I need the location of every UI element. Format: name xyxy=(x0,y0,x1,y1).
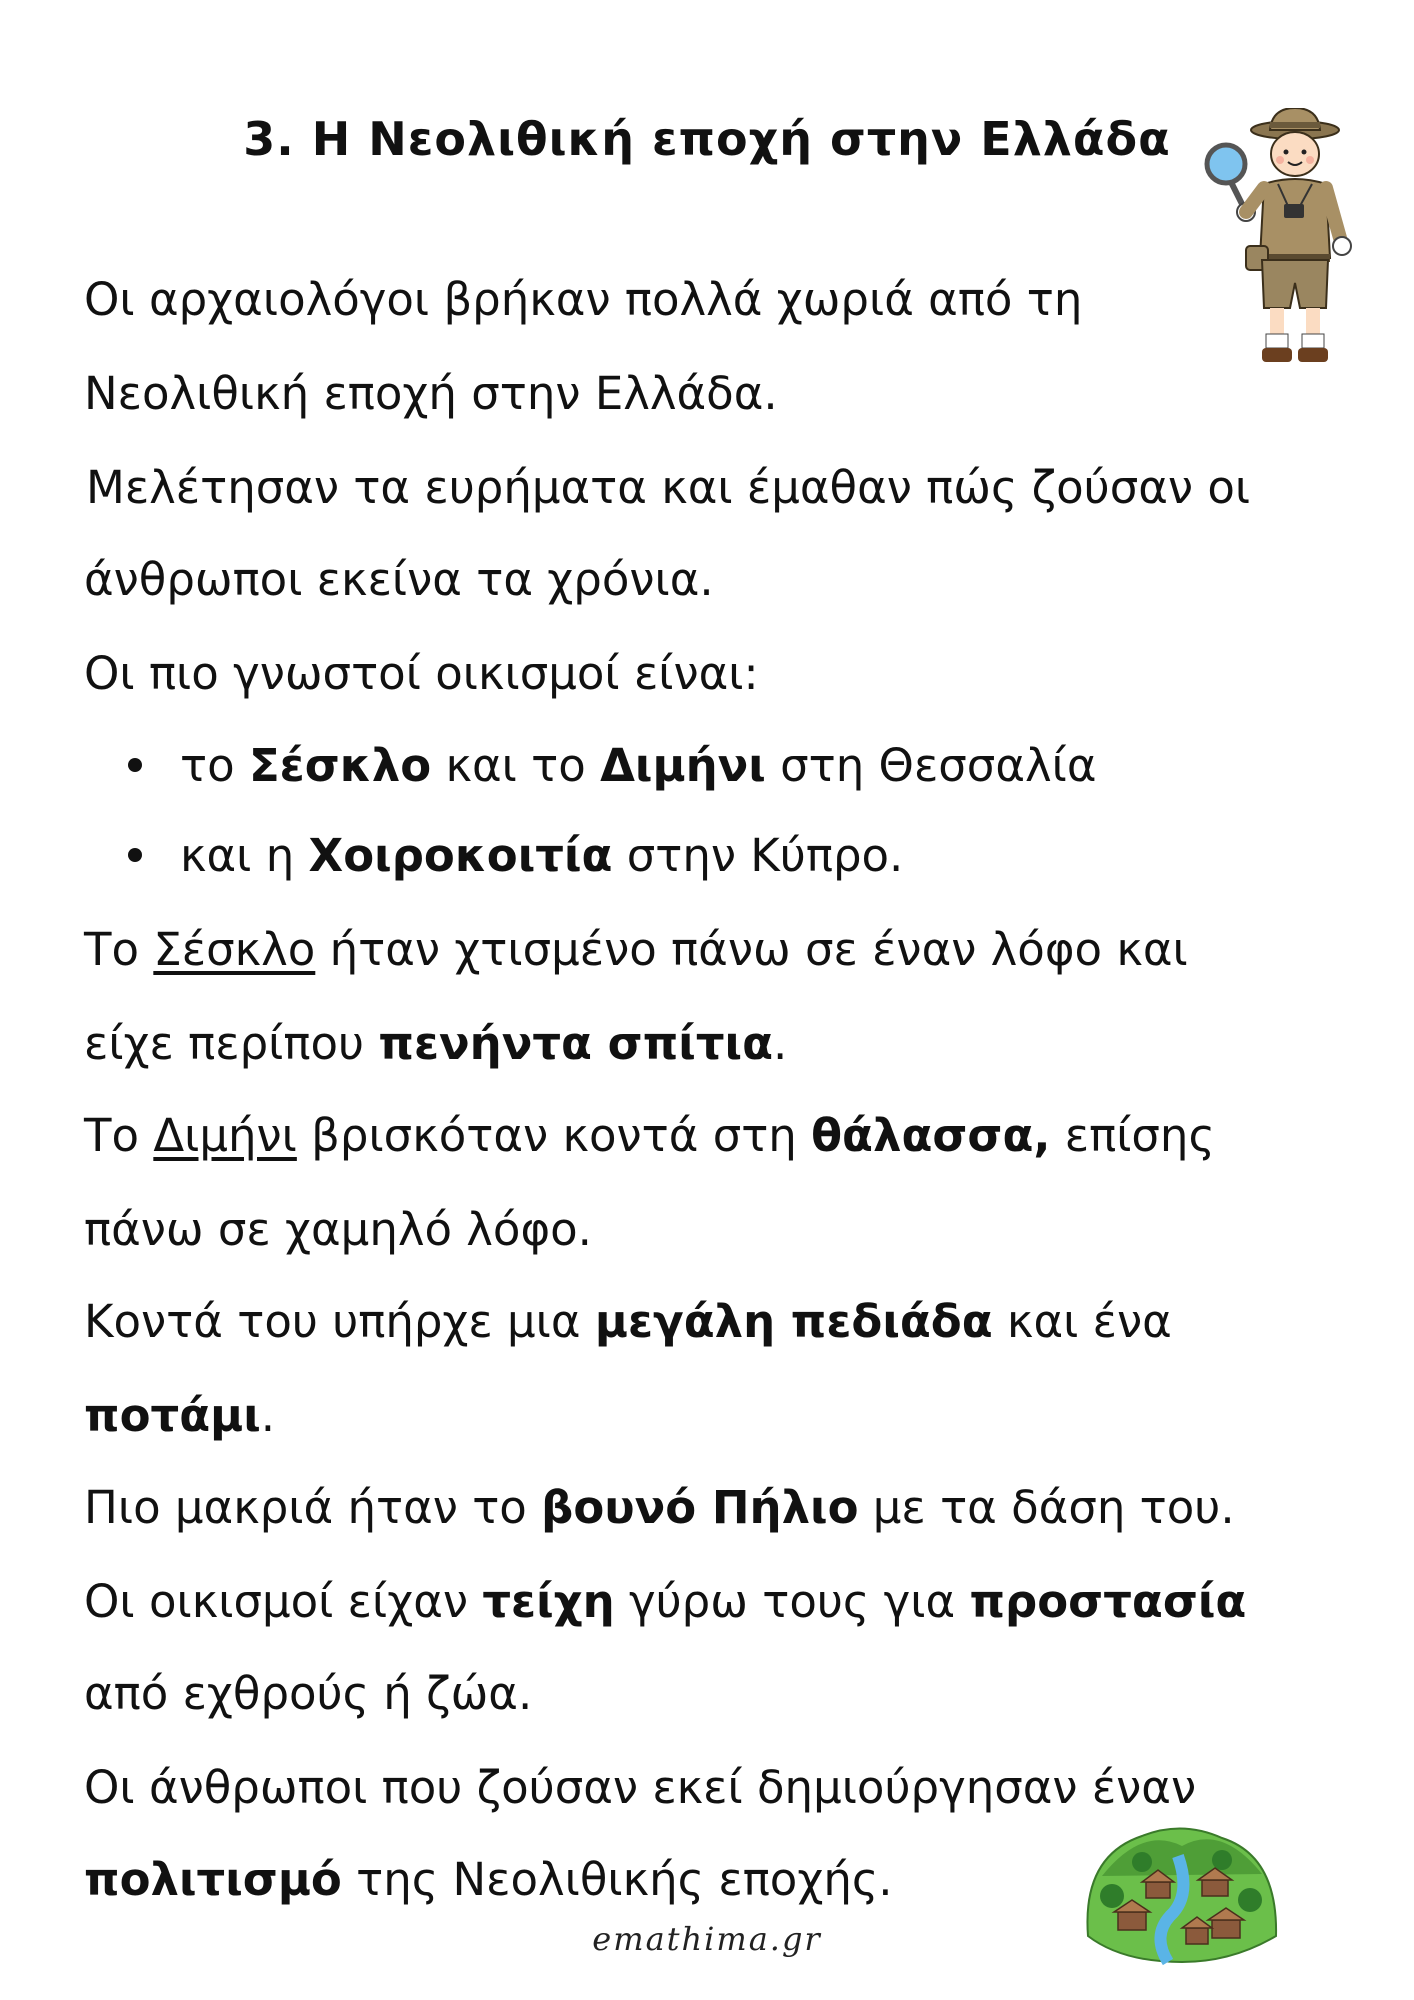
text-line: Οι οικισμοί είχαν τείχη γύρω τους για προστασία xyxy=(84,1575,1247,1628)
list-item: το Σέσκλο και το Διμήνι στη Θεσσαλία xyxy=(128,736,1097,796)
text-line: είχε περίπου πενήντα σπίτια. xyxy=(84,1017,788,1070)
text-line: άνθρωποι εκείνα τα χρόνια. xyxy=(84,553,714,606)
text-line: από εχθρούς ή ζώα. xyxy=(84,1667,533,1720)
text-line: Οι πιο γνωστοί οικισμοί είναι: xyxy=(84,647,759,700)
text-line: Οι άνθρωποι που ζούσαν εκεί δημιούργησαν έναν xyxy=(84,1761,1197,1814)
footer-watermark: emathima.gr xyxy=(592,1920,822,1958)
text-line: Οι αρχαιολόγοι βρήκαν πολλά χωριά από τη xyxy=(84,273,1083,326)
text-line: Πιο μακριά ήταν το βουνό Πήλιο με τα δάση του. xyxy=(84,1481,1235,1534)
text-line: Το Διμήνι βρισκόταν κοντά στη θάλασσα, επίσης xyxy=(84,1109,1215,1162)
text-line: Νεολιθική εποχή στην Ελλάδα. xyxy=(84,367,778,420)
page-title: 3. Η Νεολιθική εποχή στην Ελλάδα xyxy=(243,112,1171,166)
text-line: ποτάμι. xyxy=(84,1389,276,1442)
text-line: Μελέτησαν τα ευρήματα και έμαθαν πώς ζούσαν οι xyxy=(86,461,1251,514)
text-line: πάνω σε χαμηλό λόφο. xyxy=(84,1203,592,1256)
text-line: Κοντά του υπήρχε μια μεγάλη πεδιάδα και ένα xyxy=(84,1295,1172,1348)
list-item: και η Χοιροκοιτία στην Κύπρο. xyxy=(128,826,903,886)
explorer-with-magnifier-icon xyxy=(1200,108,1370,368)
text-line: πολιτισμό της Νεολιθικής εποχής. xyxy=(84,1853,893,1906)
text-line: Το Σέσκλο ήταν χτισμένο πάνω σε έναν λόφο και xyxy=(84,923,1188,976)
bullet-icon xyxy=(128,758,142,772)
bullet-icon xyxy=(128,848,142,862)
